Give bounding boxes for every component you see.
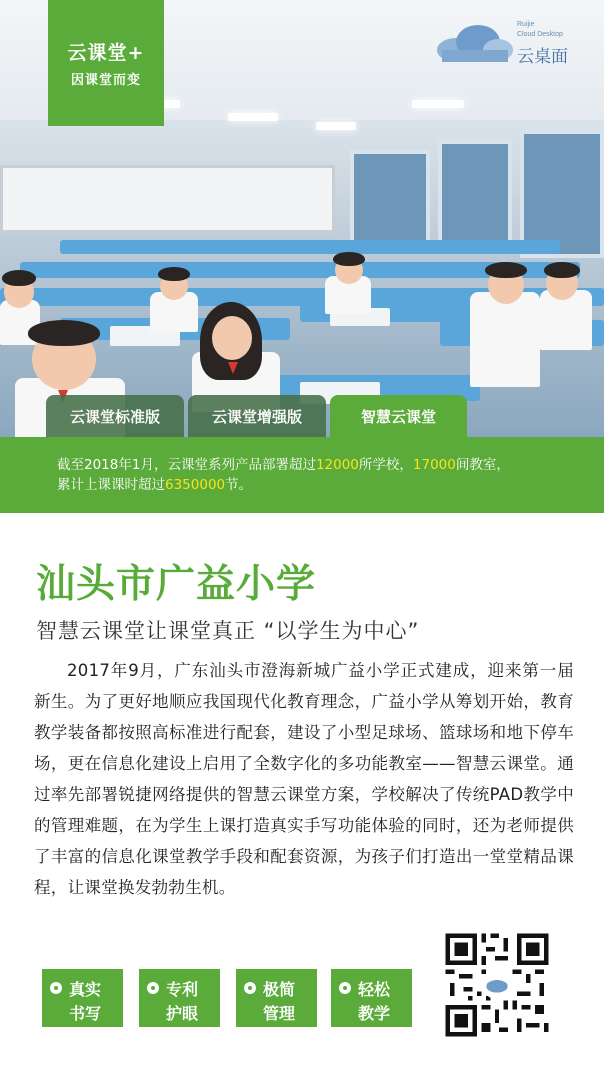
stats-banner — [0, 437, 604, 513]
ceiling-light — [316, 122, 356, 130]
student-hair — [2, 270, 36, 286]
tab-enhanced[interactable]: 云课堂增强版 — [188, 395, 326, 437]
stats-line-1 — [57, 455, 604, 475]
stats-classrooms: 17000 — [412, 457, 456, 473]
desk-row — [60, 240, 560, 254]
stats-text: 累计上课课时超过 — [57, 477, 165, 493]
qr-code-icon[interactable] — [441, 929, 553, 1041]
logo-en-line1: Ruijie — [517, 21, 535, 28]
feature-real-writing[interactable] — [42, 969, 123, 1027]
stats-text: 所学校， — [358, 457, 413, 473]
student-hair — [28, 320, 100, 346]
student-hair — [485, 262, 527, 278]
feature-easy-teaching[interactable] — [331, 969, 412, 1027]
bullet-icon — [244, 982, 256, 994]
ruijie-logo — [436, 18, 600, 68]
article-title: 汕头市广益小学 — [36, 562, 317, 607]
feature-eye-care[interactable] — [139, 969, 220, 1027]
feature-bottom: 护眼 — [166, 1004, 199, 1023]
feature-simple-management[interactable] — [236, 969, 317, 1027]
logo-cn-name: 云桌面 — [517, 47, 568, 67]
stats-schools: 12000 — [315, 457, 359, 473]
article-subtitle: 智慧云课堂让课堂真正 “以学生为中心” — [36, 619, 420, 643]
feature-top: 极简 — [263, 980, 296, 999]
student-shirt — [470, 292, 540, 387]
tab-standard[interactable]: 云课堂标准版 — [46, 395, 184, 437]
bullet-icon — [147, 982, 159, 994]
product-tabs — [0, 395, 604, 437]
logo-en-line2: Cloud Desktop — [517, 31, 563, 38]
ceiling-light — [412, 100, 464, 108]
student-hair — [158, 267, 190, 281]
window — [438, 140, 512, 250]
student-face — [212, 316, 252, 360]
window — [350, 150, 430, 245]
feature-bottom: 书写 — [69, 1004, 102, 1023]
stats-text: 间教室， — [455, 457, 510, 473]
student-hair — [544, 262, 580, 278]
article-body: 2017年9月，广东汕头市澄海新城广益小学正式建成，迎来第一届新生。为了更好地顺应我国现代化教育理念，广益小学从筹划开始，教育教学装备都按照高标准进行配套，建设了小型足球场、篮球场和地下停车场，更在信息化建设上启用了全数字化的多功能教室——智慧云课堂。通过率先部署锐捷网络提供的智慧云课堂方案，学校解决了传统PAD教学中的管理难题，在为学生上课打造真实手写功能体验的同时，还为老师提供了丰富的信息化课堂教学手段和配套资源，为孩子们打造出一堂堂精品课程，让课堂换发勃勃生机。 — [34, 661, 574, 897]
bullet-icon — [50, 982, 62, 994]
stats-hours: 6350000 — [165, 477, 226, 493]
whiteboard — [0, 165, 335, 233]
feature-bottom: 教学 — [358, 1004, 391, 1023]
badge-slogan: 因课堂而变 — [70, 73, 141, 88]
badge-title: 云课堂+ — [67, 42, 145, 64]
tab-smart[interactable]: 智慧云课堂 — [330, 395, 467, 437]
stats-line-2 — [57, 475, 604, 495]
brand-badge — [48, 0, 164, 126]
feature-top: 专利 — [166, 980, 199, 999]
feature-bottom: 管理 — [263, 1004, 296, 1023]
window — [520, 130, 604, 258]
stats-text: 节。 — [225, 477, 253, 493]
feature-top: 真实 — [69, 980, 102, 999]
feature-top: 轻松 — [358, 980, 391, 999]
ceiling-light — [228, 113, 278, 121]
student-hair — [333, 252, 365, 266]
red-scarf — [228, 362, 238, 374]
bullet-icon — [339, 982, 351, 994]
feature-buttons — [42, 969, 422, 1027]
stats-text: 截至2018年1月，云课堂系列产品部署超过 — [57, 457, 316, 473]
cloud-icon — [436, 24, 514, 62]
